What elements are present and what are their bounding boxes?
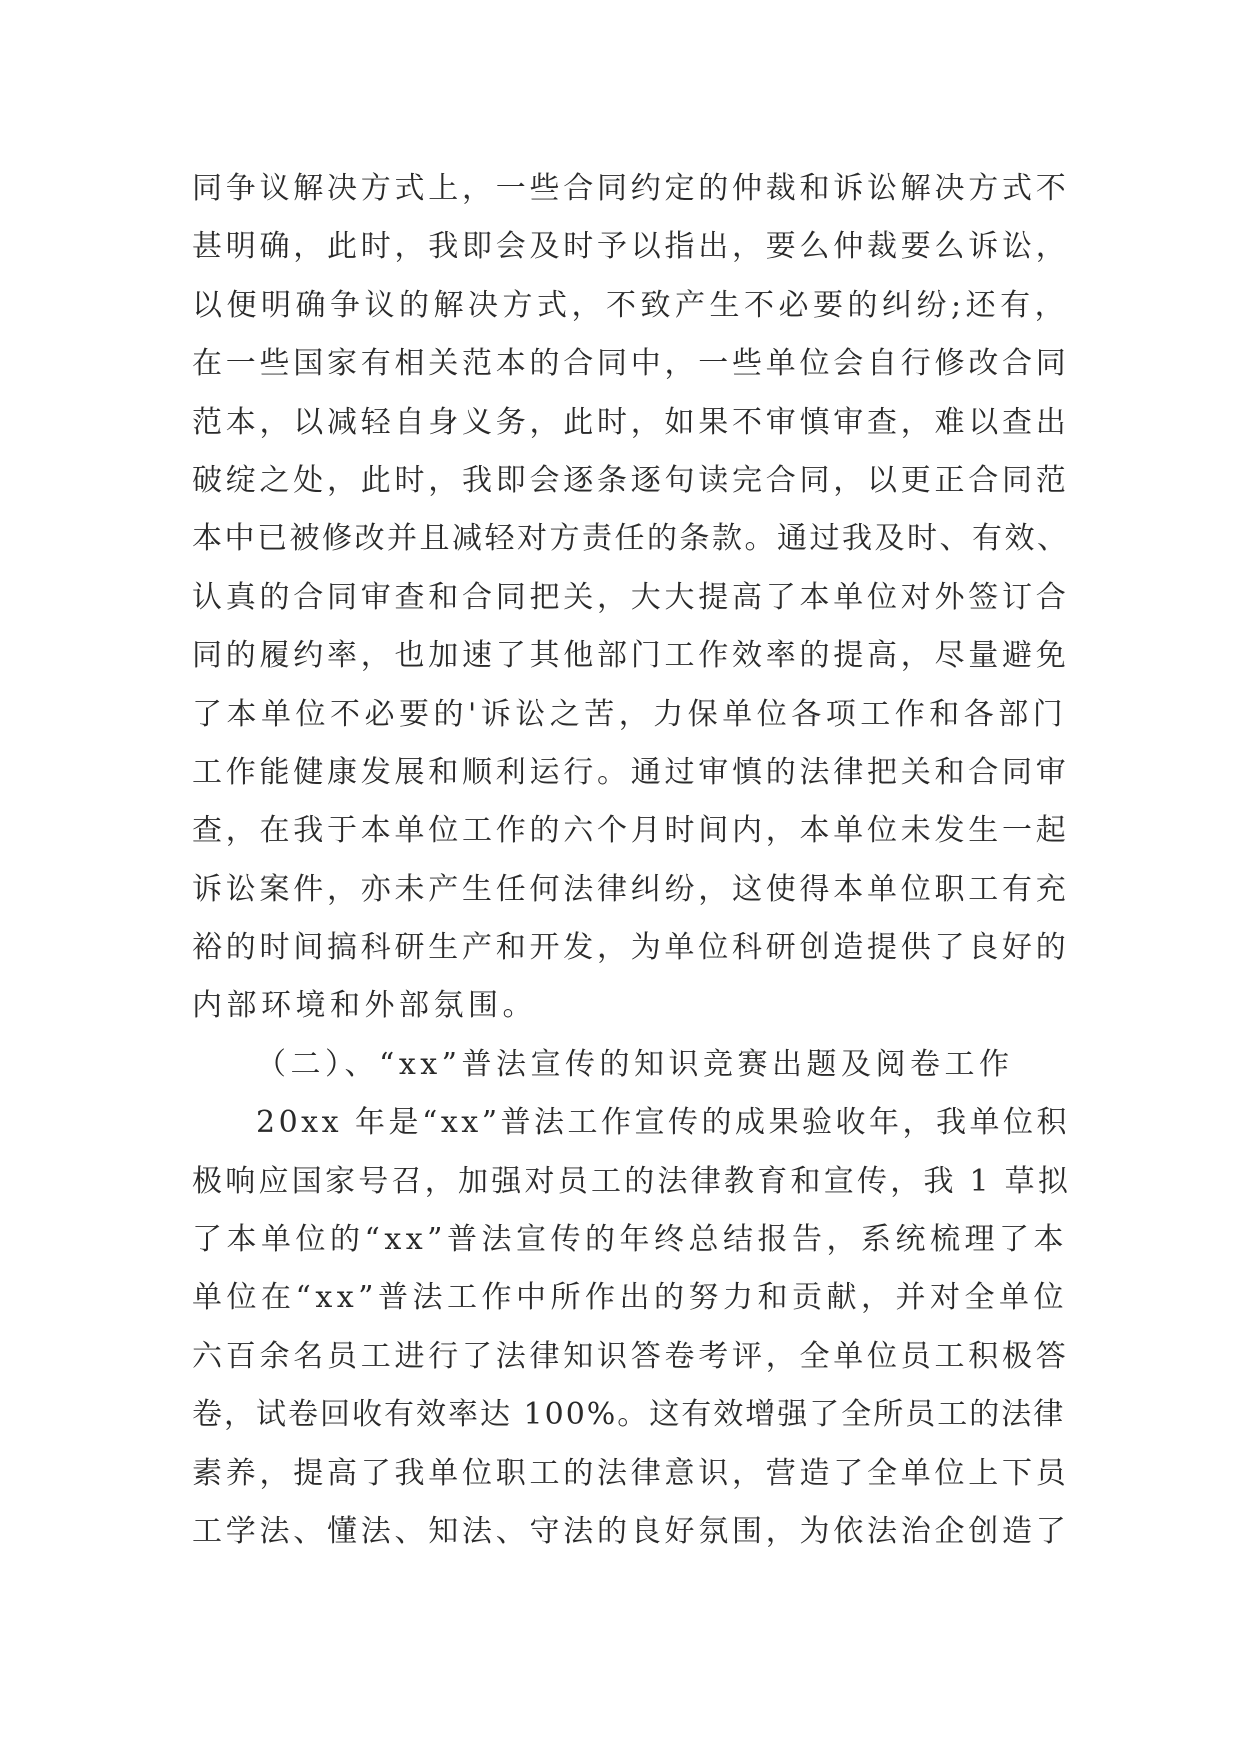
text-line: 同争议解决方式上，一些合同约定的仲裁和诉讼解决方式不 [192,171,1070,206]
text-line: 同的履约率，也加速了其他部门工作效率的提高，尽量避免 [192,638,1070,674]
paragraph-first-line: 20xx 年是“xx”普法工作宣传的成果验收年，我单位积 [256,1105,1071,1141]
text-line: 极响应国家号召，加强对员工的法律教育和宣传，我 1 草拟 [192,1163,1072,1199]
text-line: 在一些国家有相关范本的合同中，一些单位会自行修改合同 [192,346,1070,382]
text-line: 素养，提高了我单位职工的法律意识，营造了全单位上下员 [192,1455,1070,1491]
text-line: 本中已被修改并且减轻对方责任的条款。通过我及时、有效、 [192,521,1070,557]
text-line: 工作能健康发展和顺利运行。通过审慎的法律把关和合同审 [192,754,1070,790]
text-line: 六百余名员工进行了法律知识答卷考评，全单位员工积极答 [192,1338,1070,1374]
text-line: 了本单位不必要的'诉讼之苦，力保单位各项工作和各部门 [192,696,1068,732]
text-line: 甚明确，此时，我即会及时予以指出，要么仲裁要么诉讼， [192,229,1070,265]
text-line: 内部环境和外部氛围。 [192,988,537,1024]
text-line: 破绽之处，此时，我即会逐条逐句读完合同，以更正合同范 [192,462,1070,498]
body-text [192,160,1072,1561]
text-line: 了本单位的“xx”普法宣传的年终总结报告，系统梳理了本 [192,1222,1069,1258]
text-line: 以便明确争议的解决方式，不致产生不必要的纠纷;还有， [192,287,1070,323]
text-line: 范本，以减轻自身义务，此时，如果不审慎审查，难以查出 [192,404,1070,440]
text-line: 诉讼案件，亦未产生任何法律纠纷，这使得本单位职工有充 [192,871,1070,907]
text-line: 单位在“xx”普法工作中所作出的努力和贡献，并对全单位 [192,1280,1069,1316]
section-heading: （二）、“xx”普法宣传的知识竞赛出题及阅卷工作 [256,1046,1014,1082]
text-line: 查，在我于本单位工作的六个月时间内，本单位未发生一起 [192,813,1070,849]
text-line: 裕的时间搞科研生产和开发，为单位科研创造提供了良好的 [192,930,1070,966]
text-line: 工学法、懂法、知法、守法的良好氛围，为依法治企创造了 [192,1513,1070,1549]
text-line: 卷，试卷回收有效率达 100%。这有效增强了全所员工的法律 [192,1397,1066,1433]
text-line: 认真的合同审查和合同把关，大大提高了本单位对外签订合 [192,579,1070,615]
